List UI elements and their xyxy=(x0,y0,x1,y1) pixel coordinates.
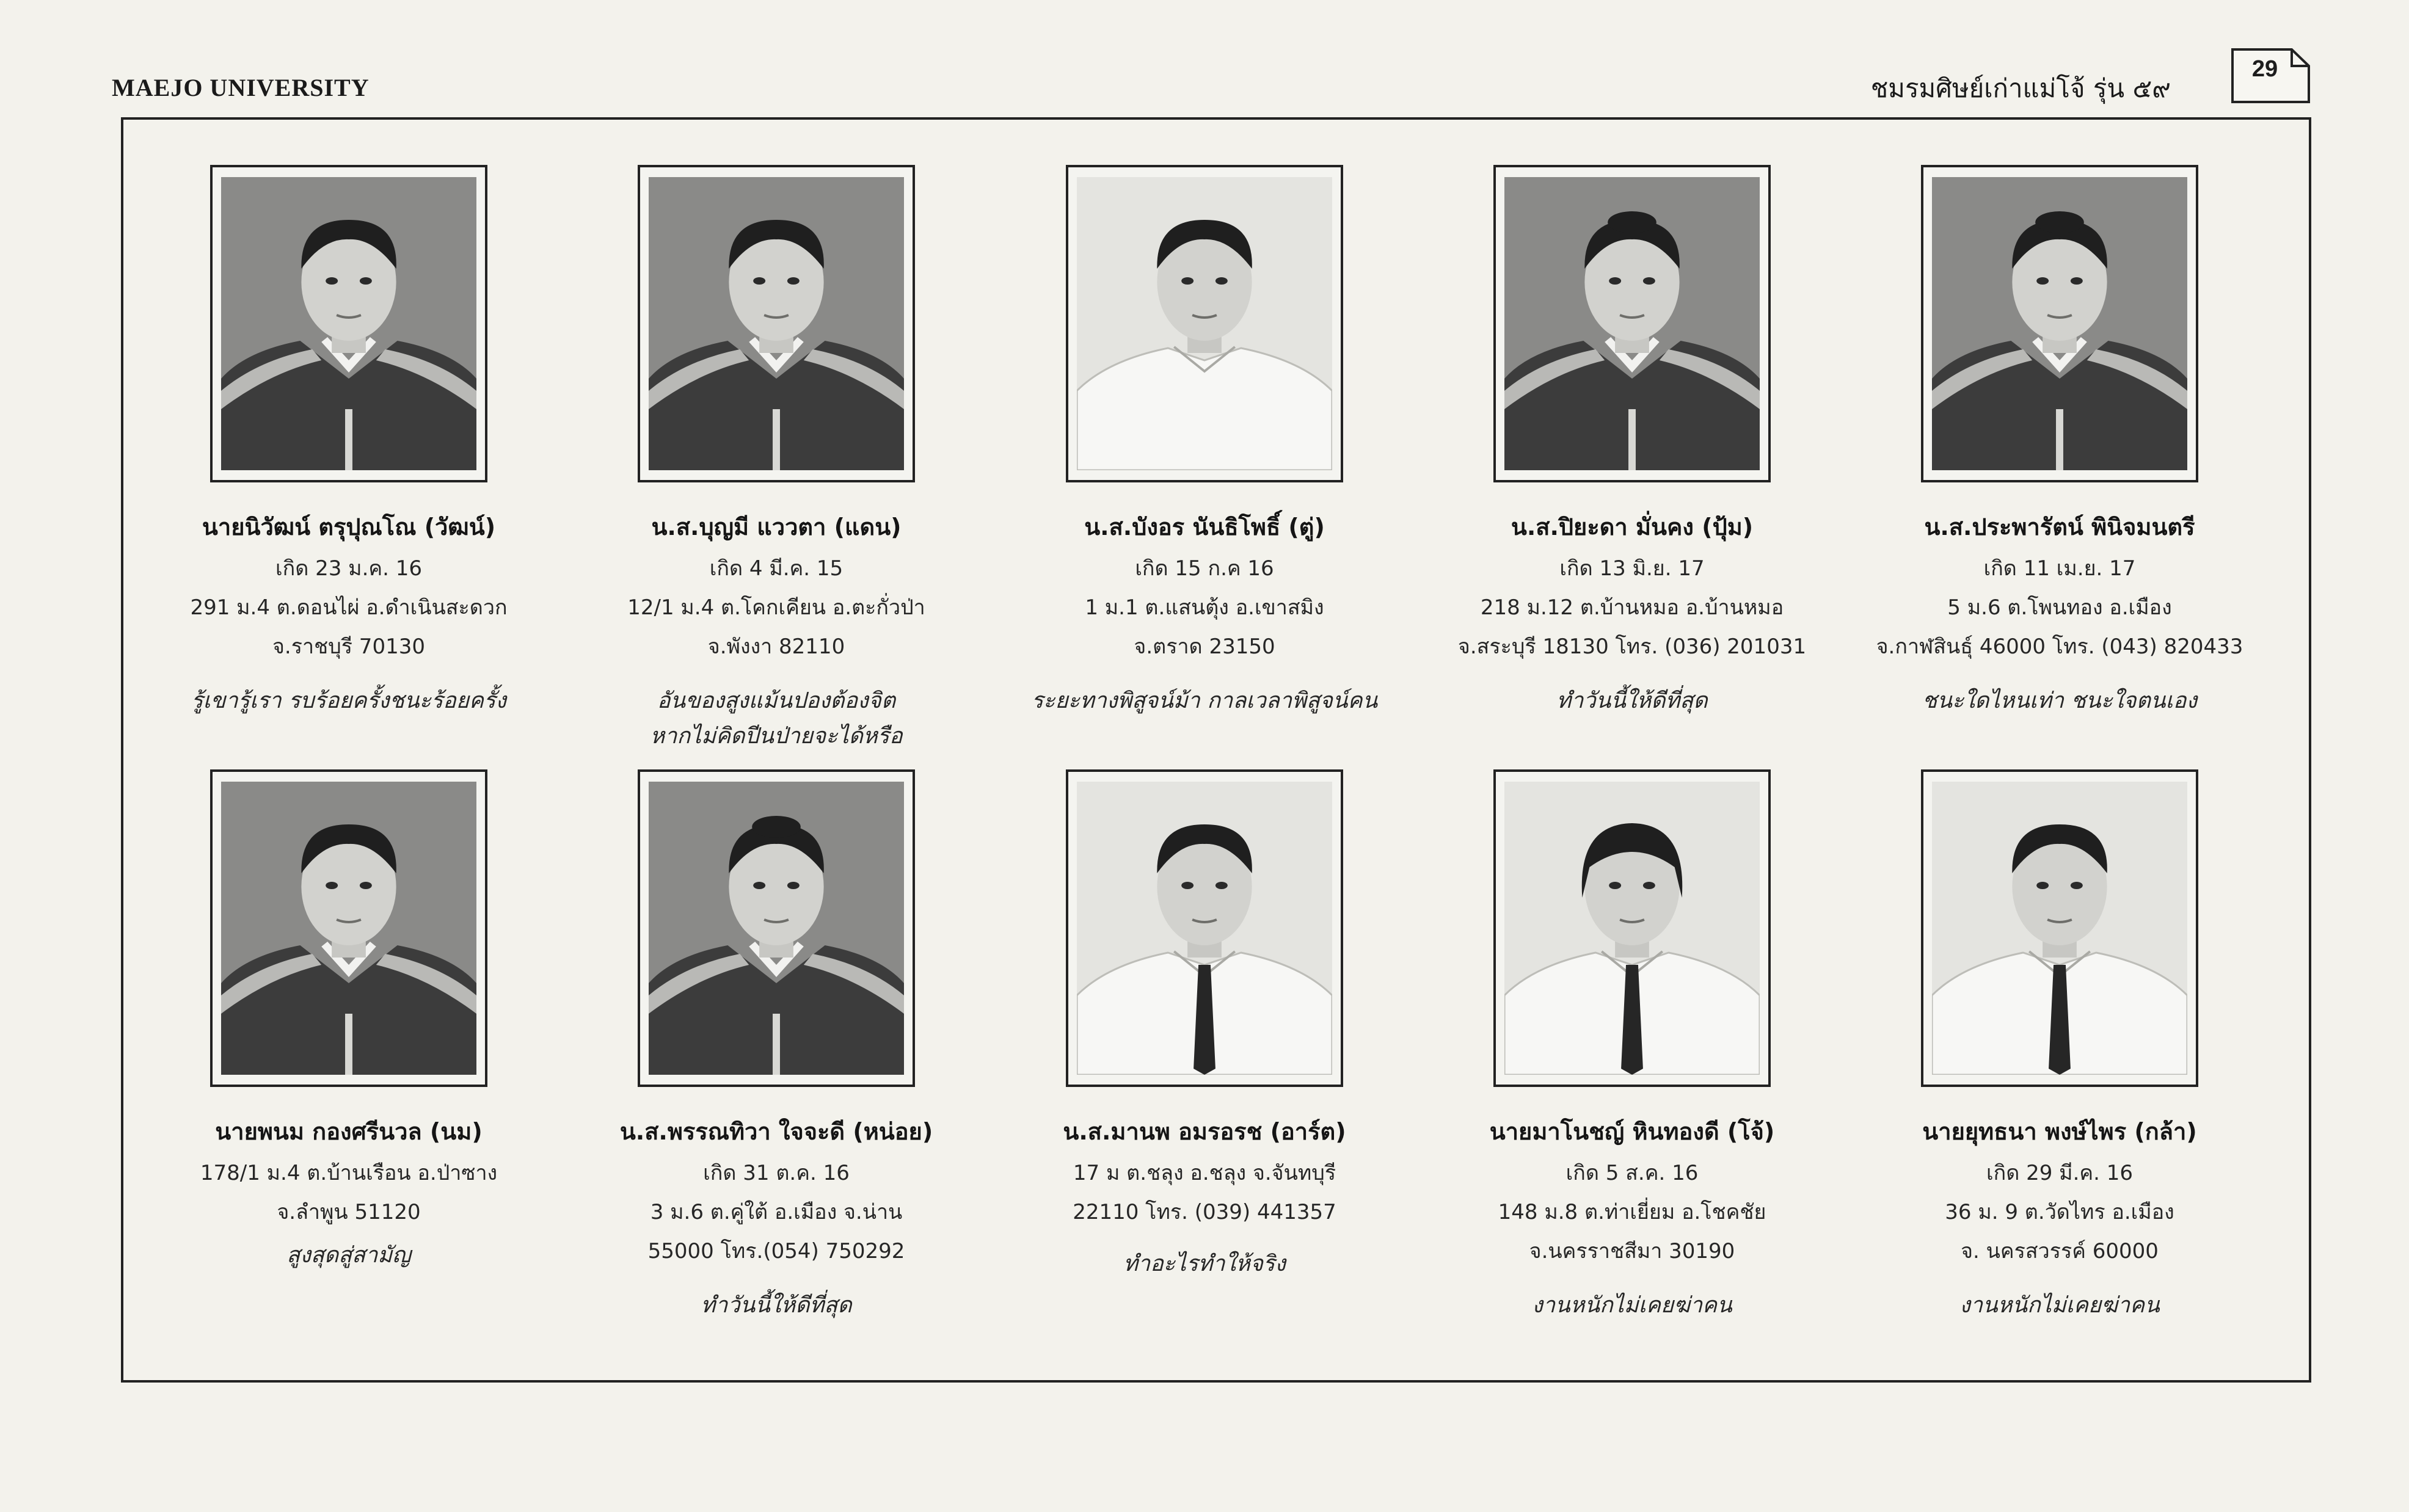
tassel-cord xyxy=(345,409,352,470)
portrait-photo xyxy=(1921,769,2198,1087)
eye-right xyxy=(360,882,372,889)
alumni-name: นายมาโนชญ์ หินทองดี (โจ้) xyxy=(1489,1118,1775,1145)
alumni-motto xyxy=(129,1238,569,1273)
eye-left xyxy=(326,882,338,889)
eye-left xyxy=(1609,277,1621,285)
alumni-entry-5 xyxy=(1840,165,2280,719)
alumni-detail: 5 ม.6 ต.โพนทอง อ.เมือง xyxy=(1947,595,2172,620)
alumni-entry-9 xyxy=(1412,769,1852,1323)
alumni-entry-8 xyxy=(985,769,1424,1282)
motto-line: รู้เขารู้เรา รบร้อยครั้งชนะร้อยครั้ง xyxy=(191,688,506,713)
eye-right xyxy=(1215,882,1228,889)
eye-left xyxy=(753,277,765,285)
alumni-detail: จ.สระบุรี 18130 โทร. (036) 201031 xyxy=(1457,634,1807,659)
alumni-motto xyxy=(556,683,996,754)
tassel-cord xyxy=(773,1014,780,1075)
eye-right xyxy=(2071,882,2083,889)
alumni-name: น.ส.บุญมี แววตา (แดน) xyxy=(651,514,902,540)
alumni-name: น.ส.บังอร นันธิโพธิ์ (ตู่) xyxy=(1084,514,1325,540)
alumni-entry-3 xyxy=(985,165,1424,719)
alumni-name: นายพนม กองศรีนวล (นม) xyxy=(215,1118,483,1145)
alumni-detail: 17 ม ต.ชลุง อ.ชลุง จ.จันทบุรี xyxy=(1073,1161,1336,1185)
tassel-cord xyxy=(1628,409,1636,470)
alumni-motto xyxy=(129,683,569,719)
hair-bun xyxy=(752,816,801,838)
alumni-detail: เกิด 11 เม.ย. 17 xyxy=(1983,556,2136,581)
eye-left xyxy=(753,882,765,889)
eye-right xyxy=(1643,882,1655,889)
alumni-detail: เกิด 23 ม.ค. 16 xyxy=(275,556,422,581)
alumni-detail: 3 ม.6 ต.คู่ใต้ อ.เมือง จ.น่าน xyxy=(650,1200,903,1224)
page-number: 29 xyxy=(2251,56,2278,82)
alumni-detail: 36 ม. 9 ต.วัดไทร อ.เมือง xyxy=(1945,1200,2174,1224)
portrait-photo xyxy=(638,769,915,1087)
motto-line: ชนะใดไหนเท่า ชนะใจตนเอง xyxy=(1922,688,2198,713)
alumni-entry-10 xyxy=(1840,769,2280,1323)
portrait-graphic xyxy=(1932,177,2187,470)
alumni-motto xyxy=(985,683,1424,719)
portrait-graphic xyxy=(1504,782,1760,1075)
eye-right xyxy=(787,277,800,285)
portrait-photo xyxy=(1921,165,2198,482)
motto-line: ทำอะไรทำให้จริง xyxy=(1123,1251,1286,1276)
tassel-cord xyxy=(773,409,780,470)
alumni-detail: เกิด 5 ส.ค. 16 xyxy=(1565,1161,1699,1185)
alumni-name: น.ส.ปิยะดา มั่นคง (ปุ้ม) xyxy=(1511,514,1754,540)
alumni-name: น.ส.ประพารัตน์ พินิจมนตรี xyxy=(1924,514,2195,540)
alumni-detail: 12/1 ม.4 ต.โคกเคียน อ.ตะกั่วป่า xyxy=(627,595,925,620)
alumni-detail: จ. นครสวรรค์ 60000 xyxy=(1961,1239,2159,1263)
alumni-name: นายยุทธนา พงษ์ไพร (กล้า) xyxy=(1922,1118,2197,1145)
alumni-entry-1 xyxy=(129,165,569,719)
alumni-entry-7 xyxy=(556,769,996,1323)
portrait-graphic xyxy=(221,782,476,1075)
tassel-cord xyxy=(345,1014,352,1075)
eye-right xyxy=(360,277,372,285)
alumni-detail: เกิด 4 มี.ค. 15 xyxy=(709,556,844,581)
portrait-photo xyxy=(210,165,487,482)
motto-line: สูงสุดสู่สามัญ xyxy=(286,1243,411,1268)
portrait-photo xyxy=(210,769,487,1087)
portrait-graphic xyxy=(1504,177,1760,470)
eye-left xyxy=(1181,277,1194,285)
motto-line: อันของสูงแม้นปองต้องจิต xyxy=(657,688,896,713)
alumni-detail: จ.ตราด 23150 xyxy=(1134,634,1275,659)
eye-right xyxy=(1643,277,1655,285)
alumni-motto xyxy=(985,1246,1424,1282)
eye-left xyxy=(1609,882,1621,889)
alumni-detail: 1 ม.1 ต.แสนตุ้ง อ.เขาสมิง xyxy=(1085,595,1324,620)
portrait-photo xyxy=(1493,769,1771,1087)
alumni-detail: เกิด 13 มิ.ย. 17 xyxy=(1559,556,1705,581)
alumni-name: น.ส.มานพ อมรอรช (อาร์ต) xyxy=(1063,1118,1346,1145)
portrait-graphic xyxy=(1077,782,1332,1075)
eye-right xyxy=(787,882,800,889)
alumni-detail: เกิด 29 มี.ค. 16 xyxy=(1986,1161,2133,1185)
alumni-detail: จ.พังงา 82110 xyxy=(707,634,845,659)
alumni-detail: 218 ม.12 ต.บ้านหมอ อ.บ้านหมอ xyxy=(1480,595,1784,620)
eye-left xyxy=(326,277,338,285)
club-title: ชมรมศิษย์เก่าแม่โจ้ รุ่น ๕๙ xyxy=(1870,73,2171,103)
eye-left xyxy=(2036,882,2049,889)
motto-line: งานหนักไม่เคยฆ่าคน xyxy=(1959,1293,2160,1318)
motto-line: ทำวันนี้ให้ดีที่สุด xyxy=(1556,688,1708,713)
alumni-detail: 291 ม.4 ต.ดอนไผ่ อ.ดำเนินสะดวก xyxy=(190,595,508,620)
motto-line: ทำวันนี้ให้ดีที่สุด xyxy=(701,1293,852,1318)
portrait-graphic xyxy=(649,782,904,1075)
alumni-motto xyxy=(556,1288,996,1323)
motto-line: หากไม่คิดปีนป่ายจะได้หรือ xyxy=(650,723,903,749)
portrait-photo xyxy=(1493,165,1771,482)
alumni-entry-2 xyxy=(556,165,996,754)
alumni-entry-4 xyxy=(1412,165,1852,719)
publisher-title: MAEJO UNIVERSITY xyxy=(112,74,370,101)
alumni-detail: จ.ราชบุรี 70130 xyxy=(272,634,425,659)
alumni-detail: เกิด 31 ต.ค. 16 xyxy=(703,1161,850,1185)
portrait-photo xyxy=(1066,769,1343,1087)
alumni-name: นายนิวัฒน์ ตรุปุณโณ (วัฒน์) xyxy=(202,514,496,540)
portrait-graphic xyxy=(1932,782,2187,1075)
alumni-motto xyxy=(1412,1288,1852,1323)
alumni-detail: จ.กาฬสินธุ์ 46000 โทร. (043) 820433 xyxy=(1876,634,2243,659)
page-number-tab xyxy=(2231,48,2311,104)
alumni-detail: 22110 โทร. (039) 441357 xyxy=(1073,1200,1336,1224)
alumni-detail: เกิด 15 ก.ค 16 xyxy=(1135,556,1274,581)
portrait-photo xyxy=(638,165,915,482)
alumni-motto xyxy=(1840,1288,2280,1323)
shirt-shape xyxy=(1077,348,1332,470)
eye-right xyxy=(2071,277,2083,285)
alumni-motto xyxy=(1412,683,1852,719)
hair-bun xyxy=(2035,211,2084,233)
motto-line: งานหนักไม่เคยฆ่าคน xyxy=(1532,1293,1732,1318)
portrait-graphic xyxy=(649,177,904,470)
alumni-detail: 55000 โทร.(054) 750292 xyxy=(647,1239,905,1263)
eye-right xyxy=(1215,277,1228,285)
tassel-cord xyxy=(2056,409,2063,470)
motto-line: ระยะทางพิสูจน์ม้า กาลเวลาพิสูจน์คน xyxy=(1031,688,1378,713)
alumni-motto xyxy=(1840,683,2280,719)
eye-left xyxy=(2036,277,2049,285)
alumni-name: น.ส.พรรณทิวา ใจจะดี (หน่อย) xyxy=(619,1118,933,1145)
alumni-detail: จ.ลำพูน 51120 xyxy=(277,1200,421,1224)
alumni-detail: 148 ม.8 ต.ท่าเยี่ยม อ.โชคชัย xyxy=(1498,1200,1766,1224)
alumni-detail: 178/1 ม.4 ต.บ้านเรือน อ.ป่าซาง xyxy=(200,1161,498,1185)
alumni-detail: จ.นครราชสีมา 30190 xyxy=(1529,1239,1735,1263)
alumni-entry-6 xyxy=(129,769,569,1273)
portrait-graphic xyxy=(1077,177,1332,470)
portrait-photo xyxy=(1066,165,1343,482)
hair-bun xyxy=(1608,211,1656,233)
portrait-graphic xyxy=(221,177,476,470)
eye-left xyxy=(1181,882,1194,889)
